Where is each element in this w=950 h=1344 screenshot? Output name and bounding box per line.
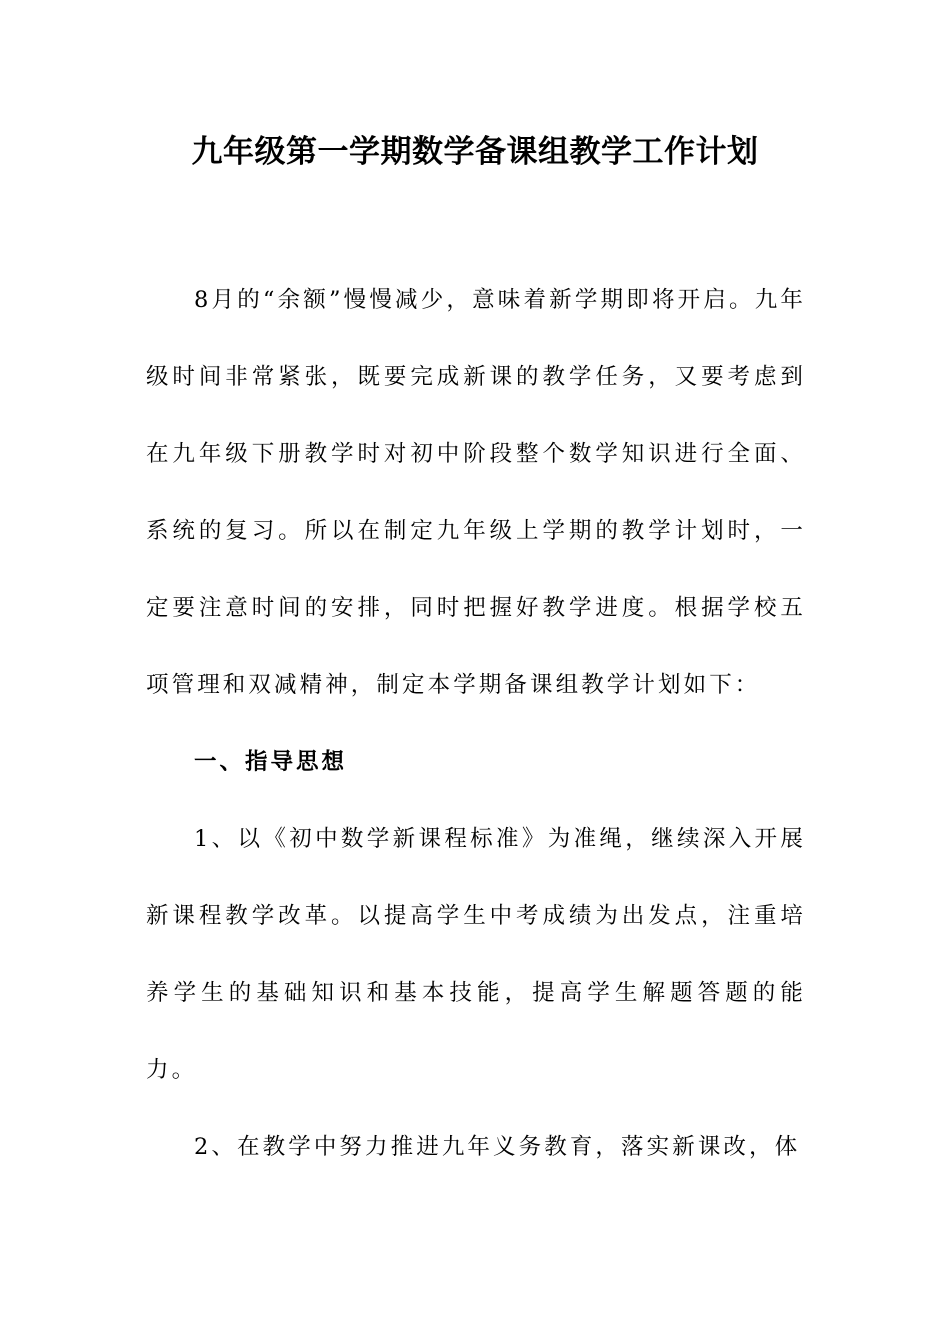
document-title: 九年级第一学期数学备课组教学工作计划 — [191, 134, 759, 170]
intro-paragraph: 8月的“余额”慢慢减少，意味着新学期即将开启。九年级时间非常紧张，既要完成新课的教学任务，又要考虑到在九年级下册教学时对初中阶段整个数学知识进行全面、系统的复习。所以在制定九年级上学期的教学计划时，一定要注意时间的安排，同时把握好教学进度。根据学校五项管理和双减精神，制定本学期备课组教学计划如下： — [146, 287, 806, 698]
list-item-1: 1、以《初中数学新课程标准》为准绳，继续深入开展新课程教学改革。以提高学生中考成绩为出发点，注重培养学生的基础知识和基本技能，提高学生解题答题的能力。 — [146, 826, 806, 1083]
list-item-2: 2、在教学中努力推进九年义务教育，落实新课改，体 — [194, 1134, 801, 1160]
section-heading-guiding-ideology: 一、指导思想 — [194, 749, 348, 775]
document-body — [146, 262, 806, 1186]
